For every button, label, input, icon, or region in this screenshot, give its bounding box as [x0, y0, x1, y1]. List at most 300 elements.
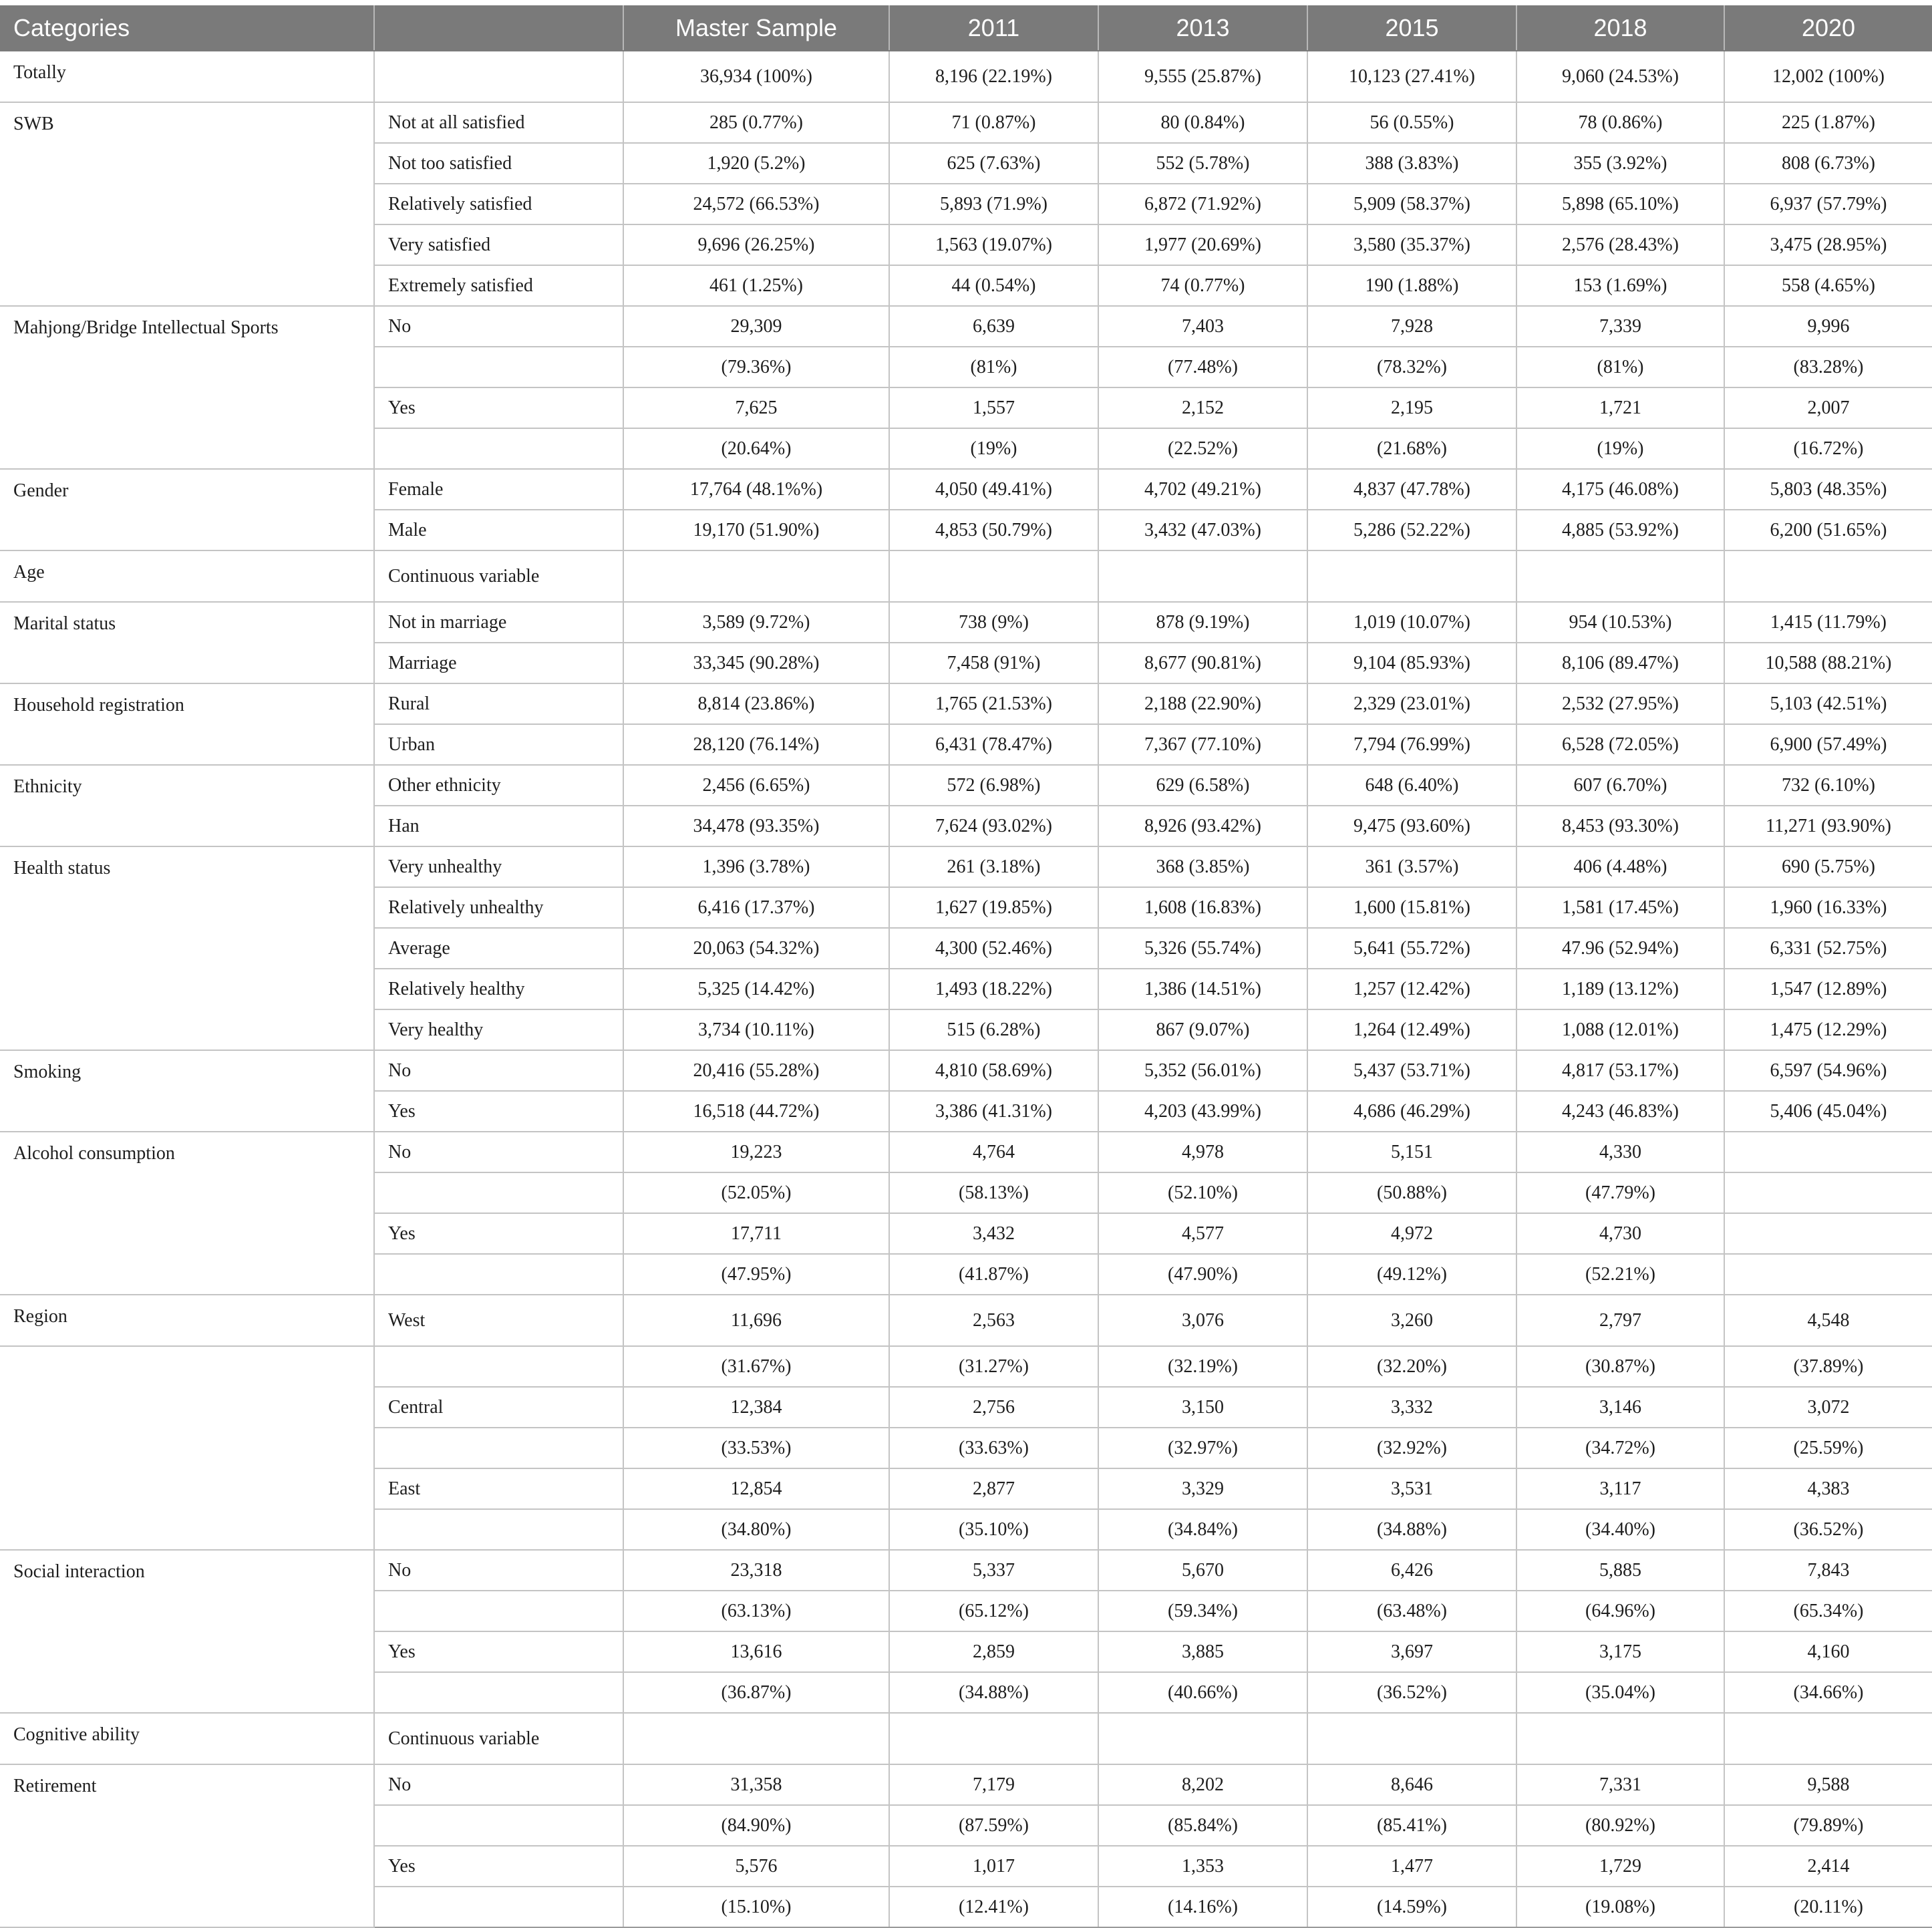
value-cell: (87.59%) [889, 1805, 1098, 1846]
value-cell: 4,160 [1724, 1631, 1932, 1672]
value-cell: 5,325 (14.42%) [623, 969, 889, 1009]
value-cell [889, 550, 1098, 602]
value-cell: 1,477 [1307, 1846, 1516, 1887]
value-cell: 4,885 (53.92%) [1516, 510, 1724, 550]
value-cell [1724, 1254, 1932, 1295]
value-cell: 4,175 (46.08%) [1516, 469, 1724, 510]
subcategory-cell: East [374, 1468, 623, 1509]
value-cell: 261 (3.18%) [889, 846, 1098, 887]
value-cell: 808 (6.73%) [1724, 143, 1932, 184]
value-cell: 1,608 (16.83%) [1098, 887, 1307, 928]
value-cell: 5,576 [623, 1846, 889, 1887]
subcategory-cell: Relatively satisfied [374, 184, 623, 224]
value-cell: 11,271 (93.90%) [1724, 806, 1932, 846]
value-cell: (20.64%) [623, 428, 889, 469]
value-cell: 368 (3.85%) [1098, 846, 1307, 887]
value-cell: 5,803 (48.35%) [1724, 469, 1932, 510]
value-cell: 9,588 [1724, 1764, 1932, 1805]
value-cell: 80 (0.84%) [1098, 102, 1307, 143]
value-cell: 3,072 [1724, 1387, 1932, 1428]
value-cell: 8,106 (89.47%) [1516, 643, 1724, 683]
subcategory-cell: Han [374, 806, 623, 846]
value-cell: 5,286 (52.22%) [1307, 510, 1516, 550]
table-row [0, 1295, 1932, 1346]
value-cell: (25.59%) [1724, 1428, 1932, 1468]
value-cell [889, 1713, 1098, 1764]
subcategory-cell: Very healthy [374, 1009, 623, 1050]
value-cell: 732 (6.10%) [1724, 765, 1932, 806]
value-cell: 24,572 (66.53%) [623, 184, 889, 224]
table-row [0, 1050, 1932, 1091]
value-cell: 515 (6.28%) [889, 1009, 1098, 1050]
value-cell: 4,548 [1724, 1295, 1932, 1346]
value-cell: 47.96 (52.94%) [1516, 928, 1724, 969]
value-cell: 5,406 (45.04%) [1724, 1091, 1932, 1132]
value-cell: 7,928 [1307, 306, 1516, 347]
value-cell: 4,243 (46.83%) [1516, 1091, 1724, 1132]
value-cell: (22.52%) [1098, 428, 1307, 469]
value-cell: 6,331 (52.75%) [1724, 928, 1932, 969]
category-cell: Totally [0, 51, 374, 102]
value-cell: 2,859 [889, 1631, 1098, 1672]
value-cell: (77.48%) [1098, 347, 1307, 387]
value-cell: (64.96%) [1516, 1591, 1724, 1631]
value-cell: 1,386 (14.51%) [1098, 969, 1307, 1009]
subcategory-cell: Yes [374, 387, 623, 428]
value-cell: 4,577 [1098, 1213, 1307, 1254]
value-cell: (52.21%) [1516, 1254, 1724, 1295]
subcategory-cell [374, 347, 623, 387]
category-cell: Marital status [0, 602, 374, 683]
value-cell: 3,332 [1307, 1387, 1516, 1428]
subcategory-cell: Yes [374, 1213, 623, 1254]
value-cell: (63.13%) [623, 1591, 889, 1631]
value-cell: 1,729 [1516, 1846, 1724, 1887]
category-cell: Alcohol consumption [0, 1132, 374, 1295]
value-cell: 6,872 (71.92%) [1098, 184, 1307, 224]
value-cell: 36,934 (100%) [623, 51, 889, 102]
subcategory-cell [374, 51, 623, 102]
value-cell: (58.13%) [889, 1172, 1098, 1213]
value-cell: 74 (0.77%) [1098, 265, 1307, 306]
value-cell: 4,330 [1516, 1132, 1724, 1172]
value-cell: 5,893 (71.9%) [889, 184, 1098, 224]
value-cell: 552 (5.78%) [1098, 143, 1307, 184]
category-cell: Ethnicity [0, 765, 374, 846]
value-cell: 9,696 (26.25%) [623, 224, 889, 265]
subcategory-cell [374, 1254, 623, 1295]
value-cell: 6,426 [1307, 1550, 1516, 1591]
subcategory-cell: No [374, 1764, 623, 1805]
value-cell: 1,353 [1098, 1846, 1307, 1887]
value-cell: 7,458 (91%) [889, 643, 1098, 683]
value-cell: 3,076 [1098, 1295, 1307, 1346]
value-cell: 3,531 [1307, 1468, 1516, 1509]
value-cell: 190 (1.88%) [1307, 265, 1516, 306]
value-cell: (52.10%) [1098, 1172, 1307, 1213]
value-cell [1516, 1713, 1724, 1764]
value-cell: 3,734 (10.11%) [623, 1009, 889, 1050]
header-categories: Categories [0, 5, 374, 51]
value-cell: 1,563 (19.07%) [889, 224, 1098, 265]
value-cell [623, 550, 889, 602]
value-cell: (19%) [889, 428, 1098, 469]
value-cell: (79.89%) [1724, 1805, 1932, 1846]
category-cell: Smoking [0, 1050, 374, 1132]
value-cell: (34.88%) [1307, 1509, 1516, 1550]
value-cell: 12,854 [623, 1468, 889, 1509]
category-cell: Mahjong/Bridge Intellectual Sports [0, 306, 374, 469]
value-cell: 1,493 (18.22%) [889, 969, 1098, 1009]
value-cell: 6,900 (57.49%) [1724, 724, 1932, 765]
value-cell: 29,309 [623, 306, 889, 347]
value-cell: 2,007 [1724, 387, 1932, 428]
value-cell: 20,063 (54.32%) [623, 928, 889, 969]
value-cell: 2,195 [1307, 387, 1516, 428]
category-cell: Household registration [0, 683, 374, 765]
value-cell: 13,616 [623, 1631, 889, 1672]
value-cell: 1,257 (12.42%) [1307, 969, 1516, 1009]
value-cell: (47.79%) [1516, 1172, 1724, 1213]
value-cell: 19,223 [623, 1132, 889, 1172]
value-cell: 56 (0.55%) [1307, 102, 1516, 143]
subcategory-cell: Yes [374, 1631, 623, 1672]
value-cell: 7,624 (93.02%) [889, 806, 1098, 846]
value-cell: (65.12%) [889, 1591, 1098, 1631]
value-cell [623, 1713, 889, 1764]
value-cell: 1,019 (10.07%) [1307, 602, 1516, 643]
value-cell: 7,179 [889, 1764, 1098, 1805]
value-cell: 607 (6.70%) [1516, 765, 1724, 806]
value-cell: 17,764 (48.1%%) [623, 469, 889, 510]
value-cell: 3,146 [1516, 1387, 1724, 1428]
value-cell: 2,188 (22.90%) [1098, 683, 1307, 724]
value-cell: (34.72%) [1516, 1428, 1724, 1468]
value-cell: (12.41%) [889, 1887, 1098, 1927]
value-cell: 1,017 [889, 1846, 1098, 1887]
value-cell: 558 (4.65%) [1724, 265, 1932, 306]
value-cell: 3,697 [1307, 1631, 1516, 1672]
value-cell: 2,414 [1724, 1846, 1932, 1887]
value-cell: 1,396 (3.78%) [623, 846, 889, 887]
header-year-2020: 2020 [1724, 5, 1932, 51]
value-cell: 2,877 [889, 1468, 1098, 1509]
subcategory-cell: Other ethnicity [374, 765, 623, 806]
value-cell: 285 (0.77%) [623, 102, 889, 143]
value-cell: 16,518 (44.72%) [623, 1091, 889, 1132]
value-cell: 690 (5.75%) [1724, 846, 1932, 887]
value-cell: 4,853 (50.79%) [889, 510, 1098, 550]
value-cell: (83.28%) [1724, 347, 1932, 387]
value-cell: (36.52%) [1724, 1509, 1932, 1550]
value-cell: 5,352 (56.01%) [1098, 1050, 1307, 1091]
subcategory-cell: No [374, 306, 623, 347]
header-year-2013: 2013 [1098, 5, 1307, 51]
subcategory-cell: Central [374, 1387, 623, 1428]
value-cell: (21.68%) [1307, 428, 1516, 469]
subcategory-cell [374, 1805, 623, 1846]
value-cell: 31,358 [623, 1764, 889, 1805]
value-cell: 1,960 (16.33%) [1724, 887, 1932, 928]
value-cell: 10,588 (88.21%) [1724, 643, 1932, 683]
subcategory-cell: Not at all satisfied [374, 102, 623, 143]
value-cell: 1,547 (12.89%) [1724, 969, 1932, 1009]
value-cell: 4,300 (52.46%) [889, 928, 1098, 969]
value-cell: 4,702 (49.21%) [1098, 469, 1307, 510]
subcategory-cell: Yes [374, 1846, 623, 1887]
subcategory-cell: Average [374, 928, 623, 969]
subcategory-cell [374, 1346, 623, 1387]
value-cell: 3,386 (41.31%) [889, 1091, 1098, 1132]
value-cell: (81%) [1516, 347, 1724, 387]
value-cell: 878 (9.19%) [1098, 602, 1307, 643]
value-cell: (16.72%) [1724, 428, 1932, 469]
table-row [0, 846, 1932, 887]
value-cell: 34,478 (93.35%) [623, 806, 889, 846]
value-cell: 2,756 [889, 1387, 1098, 1428]
category-cell: Social interaction [0, 1550, 374, 1713]
value-cell: 4,050 (49.41%) [889, 469, 1098, 510]
value-cell [1516, 550, 1724, 602]
value-cell [1724, 550, 1932, 602]
value-cell: 8,814 (23.86%) [623, 683, 889, 724]
value-cell: 7,794 (76.99%) [1307, 724, 1516, 765]
value-cell: (84.90%) [623, 1805, 889, 1846]
value-cell: 10,123 (27.41%) [1307, 51, 1516, 102]
value-cell: 3,260 [1307, 1295, 1516, 1346]
value-cell: 3,475 (28.95%) [1724, 224, 1932, 265]
subcategory-cell: Marriage [374, 643, 623, 683]
value-cell: 1,189 (13.12%) [1516, 969, 1724, 1009]
value-cell: 1,600 (15.81%) [1307, 887, 1516, 928]
value-cell: 2,563 [889, 1295, 1098, 1346]
value-cell: 78 (0.86%) [1516, 102, 1724, 143]
category-cell: Retirement [0, 1764, 374, 1927]
category-cell [0, 1346, 374, 1550]
value-cell: (65.34%) [1724, 1591, 1932, 1631]
value-cell: 3,329 [1098, 1468, 1307, 1509]
subcategory-cell: Relatively healthy [374, 969, 623, 1009]
value-cell: (14.59%) [1307, 1887, 1516, 1927]
table-row [0, 102, 1932, 143]
value-cell [1098, 1713, 1307, 1764]
table-body [0, 51, 1932, 1927]
header-year-2018: 2018 [1516, 5, 1724, 51]
value-cell: 361 (3.57%) [1307, 846, 1516, 887]
value-cell: 406 (4.48%) [1516, 846, 1724, 887]
value-cell: 2,576 (28.43%) [1516, 224, 1724, 265]
value-cell: (81%) [889, 347, 1098, 387]
value-cell: 5,670 [1098, 1550, 1307, 1591]
value-cell: 5,151 [1307, 1132, 1516, 1172]
value-cell: 1,765 (21.53%) [889, 683, 1098, 724]
value-cell: 6,528 (72.05%) [1516, 724, 1724, 765]
value-cell: 8,677 (90.81%) [1098, 643, 1307, 683]
value-cell: 3,589 (9.72%) [623, 602, 889, 643]
value-cell: 71 (0.87%) [889, 102, 1098, 143]
value-cell: 4,837 (47.78%) [1307, 469, 1516, 510]
category-cell: Region [0, 1295, 374, 1346]
value-cell: 5,909 (58.37%) [1307, 184, 1516, 224]
header-subcategory [374, 5, 623, 51]
value-cell: (15.10%) [623, 1887, 889, 1927]
category-cell: Age [0, 550, 374, 602]
value-cell: (19%) [1516, 428, 1724, 469]
value-cell: (34.40%) [1516, 1509, 1724, 1550]
value-cell: (79.36%) [623, 347, 889, 387]
value-cell: 33,345 (90.28%) [623, 643, 889, 683]
value-cell [1307, 1713, 1516, 1764]
value-cell: 225 (1.87%) [1724, 102, 1932, 143]
table-row [0, 469, 1932, 510]
header-master-sample: Master Sample [623, 5, 889, 51]
value-cell: 28,120 (76.14%) [623, 724, 889, 765]
value-cell: 5,326 (55.74%) [1098, 928, 1307, 969]
value-cell: (52.05%) [623, 1172, 889, 1213]
subcategory-cell: Not in marriage [374, 602, 623, 643]
value-cell: 8,196 (22.19%) [889, 51, 1098, 102]
value-cell: 6,200 (51.65%) [1724, 510, 1932, 550]
subcategory-cell [374, 1428, 623, 1468]
value-cell: 8,926 (93.42%) [1098, 806, 1307, 846]
value-cell: (36.52%) [1307, 1672, 1516, 1713]
value-cell: (59.34%) [1098, 1591, 1307, 1631]
value-cell: 6,431 (78.47%) [889, 724, 1098, 765]
value-cell: 572 (6.98%) [889, 765, 1098, 806]
value-cell: 8,453 (93.30%) [1516, 806, 1724, 846]
subcategory-cell: Rural [374, 683, 623, 724]
value-cell: (41.87%) [889, 1254, 1098, 1295]
value-cell: 388 (3.83%) [1307, 143, 1516, 184]
value-cell [1724, 1172, 1932, 1213]
header-row [0, 5, 1932, 51]
subcategory-cell [374, 428, 623, 469]
value-cell: 3,117 [1516, 1468, 1724, 1509]
value-cell: (37.89%) [1724, 1346, 1932, 1387]
table-row [0, 602, 1932, 643]
subcategory-cell: West [374, 1295, 623, 1346]
value-cell: 12,384 [623, 1387, 889, 1428]
subcategory-cell: No [374, 1550, 623, 1591]
value-cell: 1,581 (17.45%) [1516, 887, 1724, 928]
table-row [0, 51, 1932, 102]
value-cell: 3,432 [889, 1213, 1098, 1254]
value-cell: (20.11%) [1724, 1887, 1932, 1927]
table-row [0, 765, 1932, 806]
value-cell: 7,403 [1098, 306, 1307, 347]
subcategory-cell: Urban [374, 724, 623, 765]
value-cell: (50.88%) [1307, 1172, 1516, 1213]
subcategory-cell [374, 1672, 623, 1713]
value-cell: 9,104 (85.93%) [1307, 643, 1516, 683]
value-cell: 1,415 (11.79%) [1724, 602, 1932, 643]
category-cell: Cognitive ability [0, 1713, 374, 1764]
value-cell: 5,885 [1516, 1550, 1724, 1591]
value-cell [1724, 1132, 1932, 1172]
value-cell [1724, 1713, 1932, 1764]
subcategory-cell [374, 1591, 623, 1631]
value-cell: (14.16%) [1098, 1887, 1307, 1927]
value-cell: 5,437 (53.71%) [1307, 1050, 1516, 1091]
value-cell: 8,646 [1307, 1764, 1516, 1805]
subcategory-cell: Female [374, 469, 623, 510]
value-cell: (47.90%) [1098, 1254, 1307, 1295]
value-cell: 1,557 [889, 387, 1098, 428]
value-cell: (33.53%) [623, 1428, 889, 1468]
value-cell: 1,475 (12.29%) [1724, 1009, 1932, 1050]
value-cell: 44 (0.54%) [889, 265, 1098, 306]
value-cell: 2,532 (27.95%) [1516, 683, 1724, 724]
characteristics-table [0, 5, 1932, 1928]
value-cell: (78.32%) [1307, 347, 1516, 387]
value-cell [1724, 1213, 1932, 1254]
subcategory-cell: No [374, 1050, 623, 1091]
subcategory-cell [374, 1887, 623, 1927]
value-cell: 2,456 (6.65%) [623, 765, 889, 806]
table-row [0, 1550, 1932, 1591]
value-cell: 4,978 [1098, 1132, 1307, 1172]
value-cell: (34.84%) [1098, 1509, 1307, 1550]
value-cell: 355 (3.92%) [1516, 143, 1724, 184]
table-row [0, 683, 1932, 724]
value-cell [1307, 550, 1516, 602]
value-cell: 8,202 [1098, 1764, 1307, 1805]
subcategory-cell: Continuous variable [374, 1713, 623, 1764]
value-cell: 4,686 (46.29%) [1307, 1091, 1516, 1132]
value-cell: 7,367 (77.10%) [1098, 724, 1307, 765]
value-cell: 9,475 (93.60%) [1307, 806, 1516, 846]
value-cell: 3,150 [1098, 1387, 1307, 1428]
subcategory-cell: Extremely satisfied [374, 265, 623, 306]
table-row [0, 550, 1932, 602]
value-cell: 19,170 (51.90%) [623, 510, 889, 550]
subcategory-cell: Not too satisfied [374, 143, 623, 184]
table-row [0, 1764, 1932, 1805]
value-cell: (31.67%) [623, 1346, 889, 1387]
value-cell: (32.20%) [1307, 1346, 1516, 1387]
value-cell: (34.88%) [889, 1672, 1098, 1713]
value-cell: 3,432 (47.03%) [1098, 510, 1307, 550]
value-cell: 3,175 [1516, 1631, 1724, 1672]
value-cell: 5,103 (42.51%) [1724, 683, 1932, 724]
value-cell: (19.08%) [1516, 1887, 1724, 1927]
value-cell: (35.10%) [889, 1509, 1098, 1550]
value-cell: 5,641 (55.72%) [1307, 928, 1516, 969]
value-cell: 6,639 [889, 306, 1098, 347]
value-cell: (35.04%) [1516, 1672, 1724, 1713]
value-cell: 954 (10.53%) [1516, 602, 1724, 643]
value-cell: 153 (1.69%) [1516, 265, 1724, 306]
value-cell: 2,329 (23.01%) [1307, 683, 1516, 724]
value-cell: (49.12%) [1307, 1254, 1516, 1295]
value-cell: 1,721 [1516, 387, 1724, 428]
value-cell: (32.97%) [1098, 1428, 1307, 1468]
value-cell: (32.92%) [1307, 1428, 1516, 1468]
table-row [0, 306, 1932, 347]
value-cell: 625 (7.63%) [889, 143, 1098, 184]
value-cell: (80.92%) [1516, 1805, 1724, 1846]
value-cell: 6,937 (57.79%) [1724, 184, 1932, 224]
value-cell [1098, 550, 1307, 602]
value-cell: 4,972 [1307, 1213, 1516, 1254]
value-cell: 867 (9.07%) [1098, 1009, 1307, 1050]
value-cell: 2,797 [1516, 1295, 1724, 1346]
value-cell: 9,060 (24.53%) [1516, 51, 1724, 102]
subcategory-cell: Continuous variable [374, 550, 623, 602]
category-cell: Gender [0, 469, 374, 550]
value-cell: (32.19%) [1098, 1346, 1307, 1387]
value-cell: 648 (6.40%) [1307, 765, 1516, 806]
